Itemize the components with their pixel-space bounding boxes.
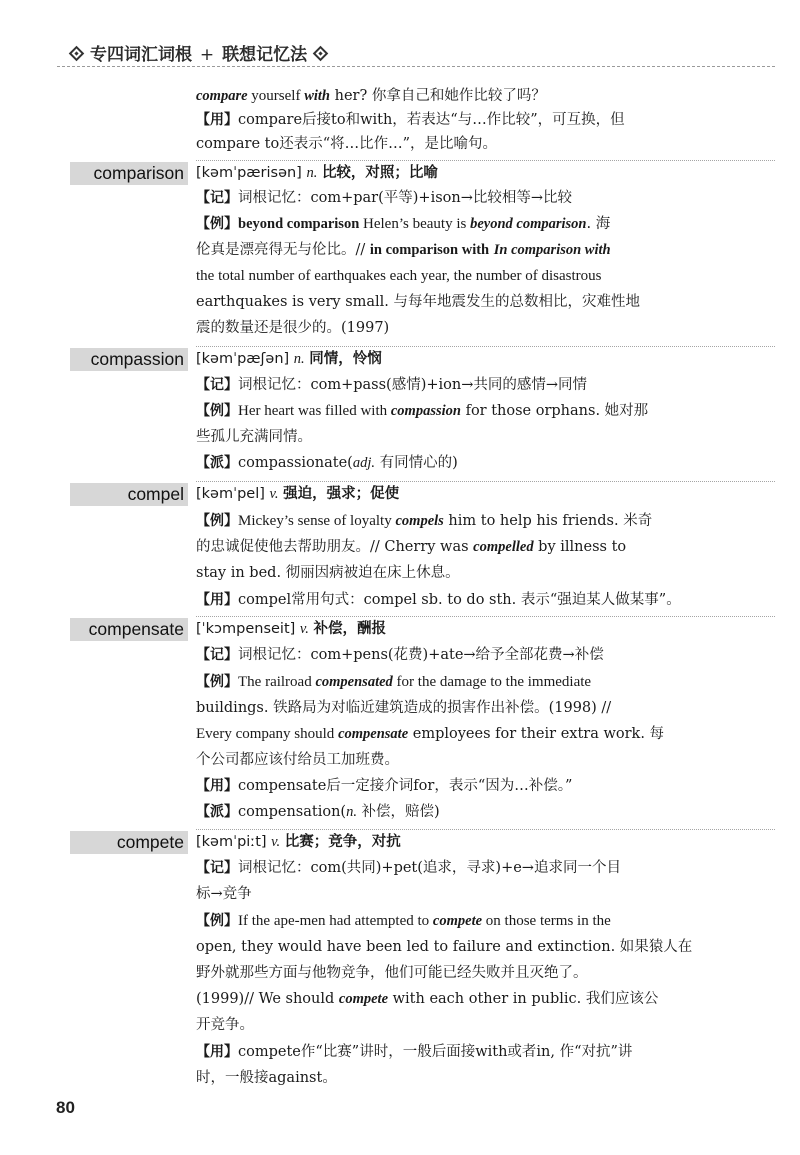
entry-line: 【例】beyond comparison Helen’s beauty is beyond comparison. 海 xyxy=(196,216,611,232)
entry-line: the total number of earthquakes each year, the number of disastrous xyxy=(196,268,602,284)
entry-line: 野外就那些方面与他物竞争，他们可能已经失败并且灭绝了。 xyxy=(196,965,588,981)
headword-compel: compel xyxy=(70,483,188,506)
entry-line: 震的数量还是很少的。(1997) xyxy=(196,320,390,336)
entry-line: Every company should compensate employees for their extra work. 每 xyxy=(196,726,665,742)
page-header xyxy=(57,38,775,67)
entry-line: 【用】compensate后一定接介词for，表示“因为…补偿。” xyxy=(196,778,573,794)
entry-line: open, they would have been led to failure and extinction. 如果猿人在 xyxy=(196,939,693,955)
entry-line: 【例】Mickey’s sense of loyalty compels him to help his friends. 米奇 xyxy=(196,513,653,529)
entry-line: 个公司都应该付给员工加班费。 xyxy=(196,752,399,768)
diamond-icon xyxy=(69,46,85,62)
intro-line: compare yourself with her? 你拿自己和她作比较了吗？ xyxy=(196,88,546,104)
entry-heading: [ˈkɔmpenseit] v. 补偿，酬报 xyxy=(196,621,387,637)
entry-heading: [kəmˈpiːt] v. 比赛；竞争，对抗 xyxy=(196,834,401,850)
intro-line: 【用】compare后接to和with，若表达“与…作比较”，可互换，但 xyxy=(196,112,625,128)
entry-line: 【用】compel常用句式：compel sb. to do sth. 表示“强迫某人做某事”。 xyxy=(196,592,681,608)
entry-line: 伦真是漂亮得无与伦比。// in comparison with In comparison with xyxy=(196,242,611,258)
entry-line: 的忠诚促使他去帮助朋友。// Cherry was compelled by illness to xyxy=(196,539,627,555)
entry-line: 【记】词根记忆：com+pass(感情)+ion→共同的感情→同情 xyxy=(196,377,588,393)
entry-line: 【记】词根记忆：com+par(平等)+ison→比较相等→比较 xyxy=(196,190,573,206)
entry-line: stay in bed. 彻丽因病被迫在床上休息。 xyxy=(196,565,460,581)
headword-comparison: comparison xyxy=(70,162,188,185)
entry-line: 【记】词根记忆：com+pens(花费)+ate→给予全部花费→补偿 xyxy=(196,647,604,663)
page-number: 80 xyxy=(56,1098,75,1117)
header-plus: + xyxy=(199,45,215,65)
entry-line: earthquakes is very small. 与每年地震发生的总数相比，灾难性地 xyxy=(196,294,641,310)
entry-heading: [kəmˈpærisən] n. 比较，对照；比喻 xyxy=(196,165,438,181)
entry-line: (1999)// We should compete with each other in public. 我们应该公 xyxy=(196,991,659,1007)
entry-line: 【派】compassionate(adj. 有同情心的) xyxy=(196,455,458,471)
entry-line: 开竞争。 xyxy=(196,1017,254,1033)
entry-line: 【例】If the ape-men had attempted to compete on those terms in the xyxy=(196,913,611,929)
intro-line: compare to还表示“将…比作…”，是比喻句。 xyxy=(196,136,498,152)
header-title: 专四词汇词根 xyxy=(90,45,192,65)
entry-line: 时，一般接against。 xyxy=(196,1070,337,1086)
headword-compensate: compensate xyxy=(70,618,188,641)
entry-line: 【用】compete作“比赛”讲时，一般后面接with或者in, 作“对抗”讲 xyxy=(196,1044,633,1060)
entry-line: buildings. 铁路局为对临近建筑造成的损害作出补偿。(1998) // xyxy=(196,700,612,716)
headword-compassion: compassion xyxy=(70,348,188,371)
diamond-icon xyxy=(313,46,329,62)
entry-heading: [kəmˈpel] v. 强迫，强求；促使 xyxy=(196,486,400,502)
entry-heading: [kəmˈpæʃən] n. 同情，怜悯 xyxy=(196,351,382,367)
header-subtitle: 联想记忆法 xyxy=(222,45,308,65)
entry-line: 【例】The railroad compensated for the damage to the immediate xyxy=(196,674,592,690)
entry-line: 些孤儿充满同情。 xyxy=(196,429,312,445)
entry-line: 【派】compensation(n. 补偿，赔偿) xyxy=(196,804,440,820)
entry-line: 【例】Her heart was filled with compassion for those orphans. 她对那 xyxy=(196,403,649,419)
entry-line: 【记】词根记忆：com(共同)+pet(追求，寻求)+e→追求同一个目 xyxy=(196,860,621,876)
entry-line: 标→竞争 xyxy=(196,886,252,902)
headword-compete: compete xyxy=(70,831,188,854)
